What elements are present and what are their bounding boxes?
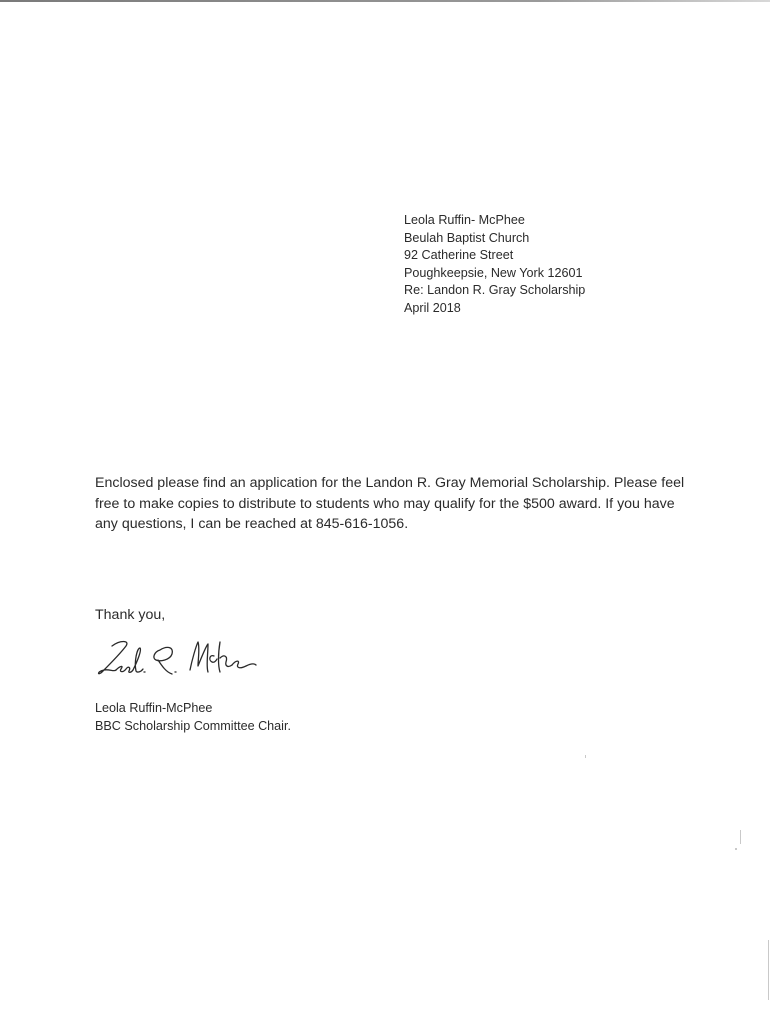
scan-artifact: [735, 848, 737, 850]
sender-city-state-zip: Poughkeepsie, New York 12601: [404, 265, 583, 280]
letter-body: [95, 473, 685, 535]
scan-artifact: [768, 940, 769, 1000]
closing-salutation: Thank you,: [95, 607, 166, 623]
letter-date: April 2018: [404, 300, 461, 315]
scan-top-edge: [0, 0, 770, 2]
sender-organization: Beulah Baptist Church: [404, 230, 530, 245]
sender-name: Leola Ruffin- McPhee: [404, 213, 525, 227]
signer-name: Leola Ruffin-McPhee: [95, 701, 213, 715]
scan-artifact: [585, 755, 586, 758]
body-paragraph: [95, 473, 685, 535]
scan-artifact: [740, 830, 741, 844]
body-line: free to make copies to distribute to students who may qualify for the $500 award. If you have: [95, 495, 675, 512]
handwritten-signature: [90, 632, 265, 688]
body-line: any questions, I can be reached at 845-616-1056.: [95, 516, 409, 532]
signer-title: BBC Scholarship Committee Chair.: [95, 719, 291, 733]
subject-line: Re: Landon R. Gray Scholarship: [404, 283, 586, 298]
body-line: Enclosed please find an application for the Landon R. Gray Memorial Scholarship. Please feel: [95, 475, 685, 491]
signer-block: [95, 699, 291, 735]
sender-street: 92 Catherine Street: [404, 248, 514, 263]
sender-address-block: [404, 212, 585, 318]
